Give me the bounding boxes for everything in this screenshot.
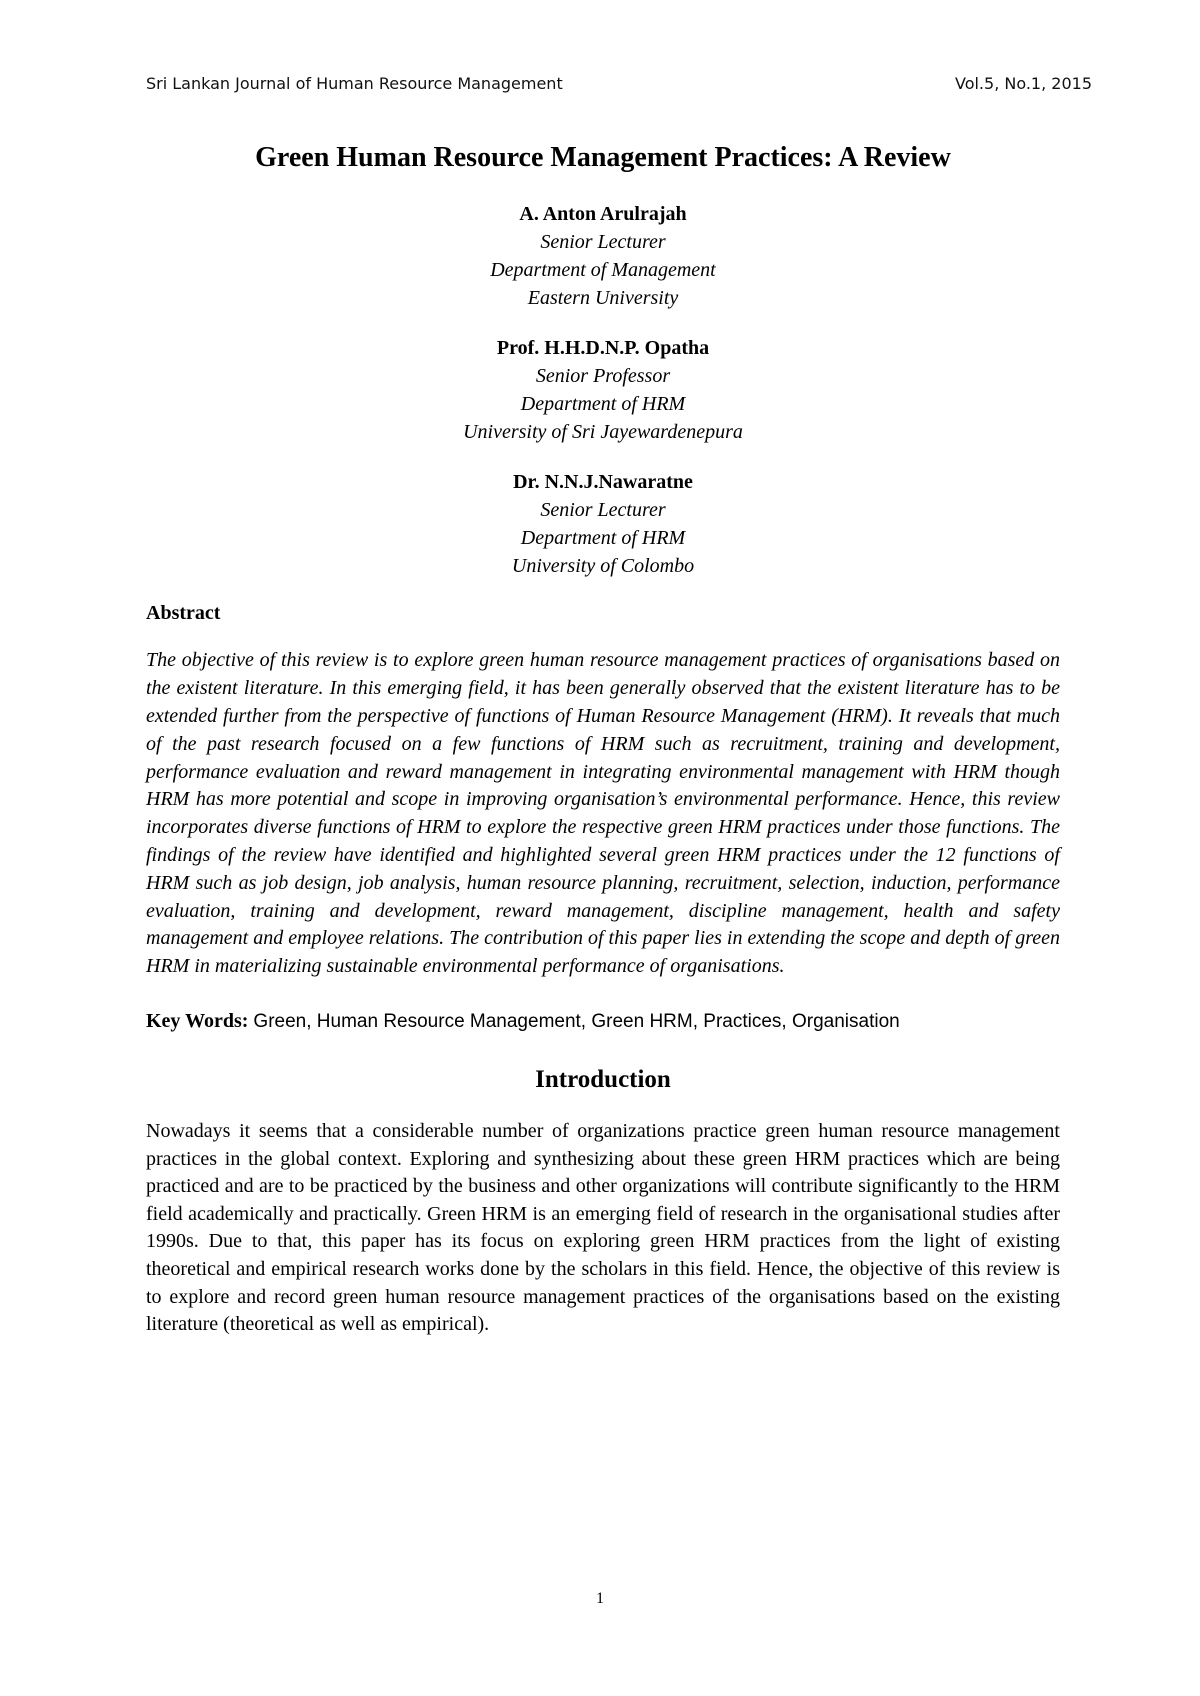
main-content bbox=[146, 140, 1060, 1339]
volume-info: Vol.5, No.1, 2015 bbox=[954, 74, 1092, 93]
author-institution: University of Sri Jayewardenepura bbox=[463, 421, 743, 444]
abstract-heading: Abstract bbox=[146, 602, 221, 625]
author-name: A. Anton Arulrajah bbox=[519, 203, 687, 226]
author-block bbox=[146, 200, 1060, 312]
author-institution: University of Colombo bbox=[511, 555, 695, 578]
keywords-values: Green, Human Resource Management, Green HRM, Practices, Organisation bbox=[253, 1010, 900, 1032]
paper-title: Green Human Resource Management Practices: A Review bbox=[255, 142, 951, 173]
keywords bbox=[146, 1007, 1060, 1036]
author-department: Department of HRM bbox=[520, 527, 686, 550]
introduction-heading: Introduction bbox=[535, 1065, 671, 1093]
journal-name: Sri Lankan Journal of Human Resource Management bbox=[146, 74, 563, 93]
abstract-body: The objective of this review is to explore green human resource management practices of organisations based on the existent literature. In this emerging field, it has been generally observed that the existent literature has to be extended further from the perspective of functions of Human Resource Management (HRM). It reveals that much of the past research focused on a few functions of HRM such as recruitment, training and development, performance evaluation and reward management in integrating environmental management with HRM though HRM has more potential and scope in improving organisation’s environmental performance. Hence, this review incorporates diverse functions of HRM to explore the respective green HRM practices under those functions. The findings of the review have identified and highlighted several green HRM practices under the 12 functions of HRM such as job design, job analysis, human resource planning, recruitment, selection, induction, performance evaluation, training and development, reward management, discipline management, health and safety management and employee relations. The contribution of this paper lies in extending the scope and depth of green HRM in materializing sustainable environmental performance of organisations. bbox=[146, 649, 1060, 978]
page-number: 1 bbox=[596, 1590, 604, 1607]
author-department: Department of HRM bbox=[520, 393, 686, 416]
author-position: Senior Lecturer bbox=[540, 231, 666, 254]
running-header bbox=[146, 74, 1092, 93]
author-name: Dr. N.N.J.Nawaratne bbox=[513, 471, 693, 494]
author-list bbox=[146, 200, 1060, 580]
introduction-body: Nowadays it seems that a considerable number of organizations practice green human resource management practices in the global context. Exploring and synthesizing about these green HRM practices which are being practiced and are to be practiced by the business and other organizations will contribute significantly to the HRM field academically and practically. Green HRM is an emerging field of research in the organisational studies after 1990s. Due to that, this paper has its focus on exploring green HRM practices from the light of existing theoretical and empirical research works done by the scholars in this field. Hence, the objective of this review is to explore and record green human resource management practices of the organisations based on the existing literature (theoretical as well as empirical). bbox=[146, 1119, 1060, 1336]
keywords-label: Key Words: bbox=[146, 1009, 249, 1032]
author-department: Department of Management bbox=[490, 259, 716, 282]
author-institution: Eastern University bbox=[527, 287, 679, 310]
author-position: Senior Professor bbox=[535, 365, 671, 388]
author-block bbox=[146, 334, 1060, 446]
author-name: Prof. H.H.D.N.P. Opatha bbox=[496, 337, 710, 360]
author-block bbox=[146, 468, 1060, 580]
author-position: Senior Lecturer bbox=[540, 499, 666, 522]
